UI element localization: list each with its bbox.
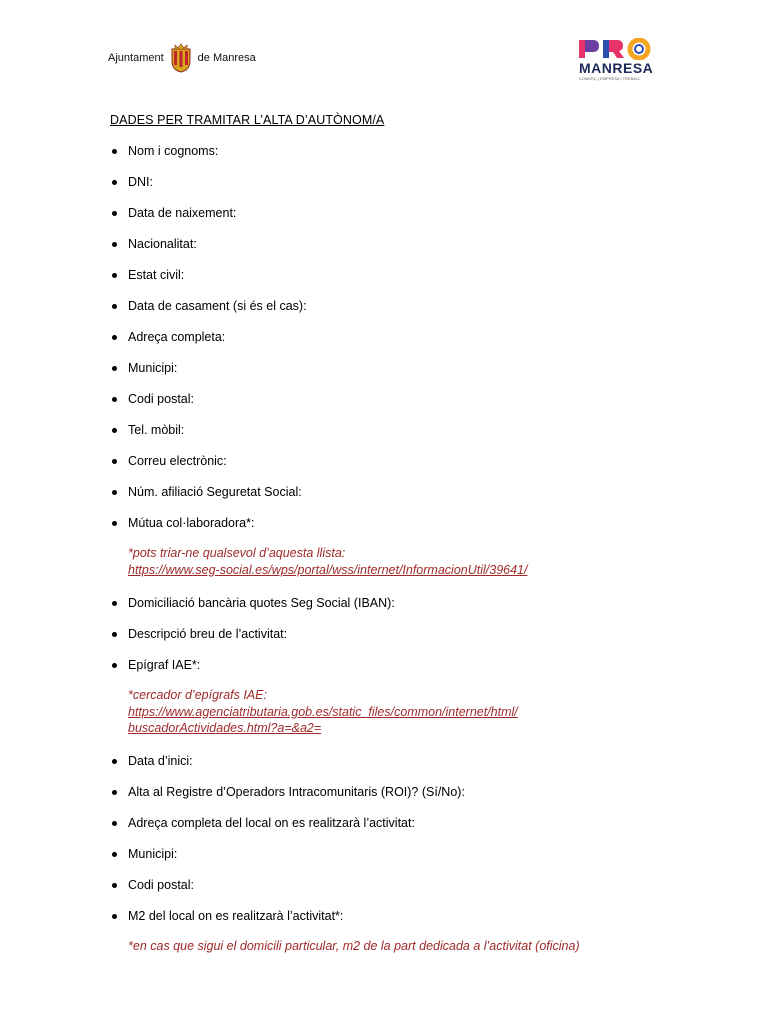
iae-search-link-continued[interactable]: buscadorActividades.html?a=&a2= — [128, 721, 322, 735]
bullet-icon — [112, 366, 117, 371]
item-label: Codi postal: — [128, 392, 195, 406]
item-label: Estat civil: — [128, 268, 185, 282]
item-label: Domiciliació bancària quotes Seg Social (IBAN): — [128, 596, 395, 610]
list-item — [110, 329, 225, 345]
item-label: Municipi: — [128, 361, 178, 375]
bullet-icon — [112, 149, 117, 154]
item-label: Correu electrònic: — [128, 454, 227, 468]
list-item — [110, 846, 177, 862]
bullet-icon — [112, 632, 117, 637]
list-item — [110, 626, 287, 642]
list-item — [110, 753, 193, 769]
list-item — [110, 484, 302, 500]
manresa-wordmark: MANRESA — [579, 60, 654, 76]
iae-note-text: *cercador d’epígrafs IAE: — [128, 688, 267, 702]
m2-note-text: *en cas que sigui el domicili particular, m2 de la part dedicada a l’activitat (oficina) — [128, 939, 580, 953]
bullet-icon — [112, 490, 117, 495]
list-item — [110, 360, 177, 376]
list-item — [110, 391, 194, 407]
item-label: Tel. mòbil: — [128, 423, 185, 437]
list-item — [110, 453, 227, 469]
bullet-icon — [112, 242, 117, 247]
item-label: Data de naixement: — [128, 206, 237, 220]
iae-note — [128, 687, 518, 737]
list-item — [110, 174, 153, 190]
bullet-icon — [112, 304, 117, 309]
item-label: Nacionalitat: — [128, 237, 197, 251]
list-item — [110, 267, 184, 283]
item-label: Núm. afiliació Seguretat Social: — [128, 485, 302, 499]
item-label: Municipi: — [128, 847, 178, 861]
bullet-icon — [112, 180, 117, 185]
bullet-icon — [112, 521, 117, 526]
bullet-icon — [112, 914, 117, 919]
list-item — [110, 298, 307, 314]
item-label: Data de casament (si és el cas): — [128, 299, 307, 313]
bullet-icon — [112, 883, 117, 888]
logo-text-ajuntament: Ajuntament — [108, 52, 164, 64]
list-item — [110, 877, 194, 893]
item-label: Adreça completa: — [128, 330, 226, 344]
page-title: DADES PER TRAMITAR L’ALTA D’AUTÒNOM/A — [110, 113, 385, 127]
pro-manresa-logo — [579, 38, 653, 82]
list-item — [110, 143, 218, 159]
logo-text-manresa: de Manresa — [197, 52, 256, 64]
list-item — [110, 422, 184, 438]
bullet-icon — [112, 852, 117, 857]
bullet-icon — [112, 273, 117, 278]
list-item — [110, 657, 200, 673]
bullet-icon — [112, 211, 117, 216]
bullet-icon — [112, 335, 117, 340]
list-item — [110, 205, 236, 221]
item-label: Epígraf IAE*: — [128, 658, 201, 672]
bullet-icon — [112, 428, 117, 433]
mutua-list-link[interactable]: https://www.seg-social.es/wps/portal/wss/internet/InformacionUtil/39641/ — [128, 562, 528, 577]
item-label: Mútua col·laboradora*: — [128, 516, 255, 530]
bullet-icon — [112, 821, 117, 826]
bullet-icon — [112, 759, 117, 764]
list-item — [110, 815, 415, 831]
list-item — [110, 784, 465, 800]
m2-note — [128, 938, 580, 955]
item-label: Adreça completa del local on es realitzarà l’activitat: — [128, 816, 415, 830]
item-label: DNI: — [128, 175, 153, 189]
list-item — [110, 595, 395, 611]
bullet-icon — [112, 790, 117, 795]
mutua-note — [128, 545, 527, 578]
list-item — [110, 515, 254, 531]
list-item — [110, 236, 197, 252]
ajuntament-manresa-logo — [108, 36, 256, 80]
iae-search-link[interactable]: https://www.agenciatributaria.gob.es/static_files/common/internet/html/ — [128, 704, 518, 719]
item-label: Nom i cognoms: — [128, 144, 219, 158]
pro-logo-icon — [579, 38, 653, 60]
item-label: M2 del local on es realitzarà l’activitat*: — [128, 909, 344, 923]
bullet-icon — [112, 663, 117, 668]
item-label: Alta al Registre d’Operadors Intracomunitaris (ROI)? (Sí/No): — [128, 785, 465, 799]
coat-of-arms-icon — [170, 43, 192, 73]
item-label: Descripció breu de l’activitat: — [128, 627, 288, 641]
bullet-icon — [112, 397, 117, 402]
mutua-note-text: *pots triar-ne qualsevol d’aquesta llista: — [128, 546, 346, 560]
list-item — [110, 908, 343, 924]
bullet-icon — [112, 459, 117, 464]
item-label: Data d’inici: — [128, 754, 193, 768]
logo-tagline: COMERÇ | EMPRESA | TREBALL — [579, 76, 641, 81]
item-label: Codi postal: — [128, 878, 195, 892]
bullet-icon — [112, 601, 117, 606]
